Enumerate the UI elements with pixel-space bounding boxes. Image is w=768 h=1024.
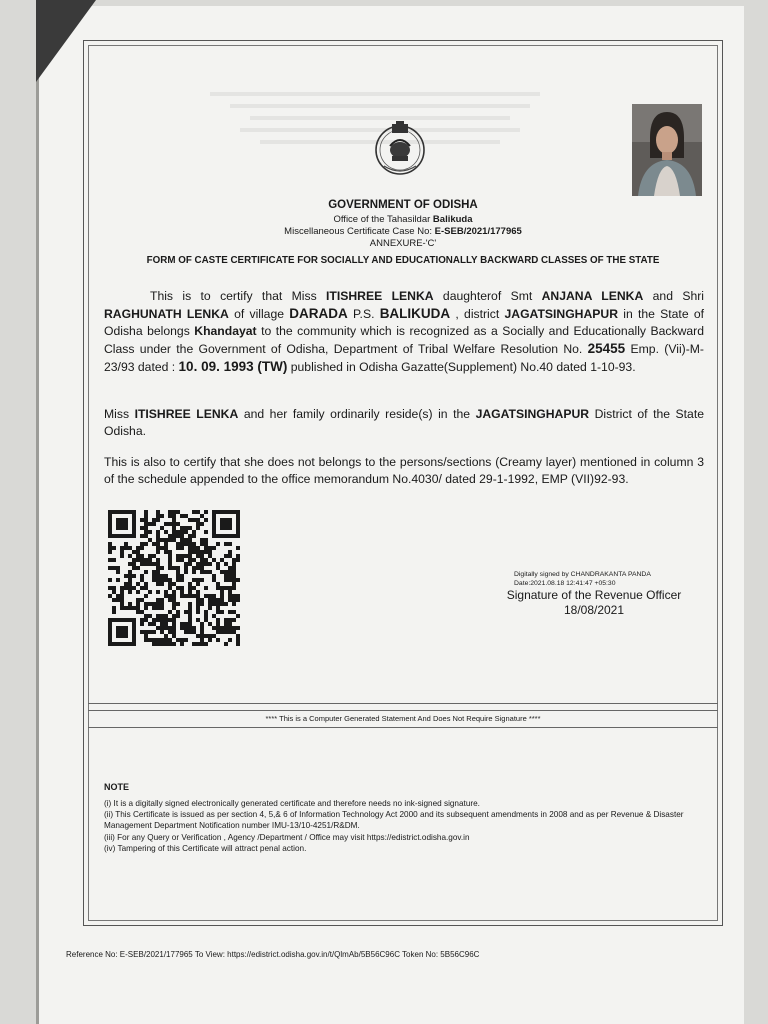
scan-edge	[36, 0, 39, 1024]
digital-signature	[514, 570, 651, 588]
note-list	[104, 798, 714, 854]
mother-name: ANJANA LENKA	[541, 289, 644, 303]
annexure-label: ANNEXURE-'C'	[369, 238, 437, 249]
state-emblem-icon	[370, 120, 430, 178]
certificate-paragraph-1: This is to certify that Miss ITISHREE LENKA daughterof Smt ANJANA LENKA and Shri RAGHUNATH LENKA of village DARADA P.S. BALIKUDA , district JAGATSINGHAPUR in the State of Odisha belongs Khandayat to the community which is recognized as a Socially and Educationally Backward Class under the Government of Odisha, Department of Tribal Welfare Resolution No. 25455 Emp. (Vii)-M-23/93 dated : 10. 09. 1993 (TW) published in Odisha Gazatte(Supplement) No.40 dated 1-10-93.	[104, 289, 705, 374]
note-heading: NOTE	[104, 782, 130, 792]
section-divider	[88, 703, 718, 704]
note-item: (iv) Tampering of this Certificate will attract penal action.	[104, 843, 307, 853]
show-through-line	[210, 92, 540, 96]
resolution-date: 10. 09. 1993 (TW)	[178, 359, 288, 374]
signature-date: 18/08/2021	[563, 603, 625, 617]
village-name: DARADA	[289, 306, 348, 321]
resident-district: JAGATSINGHAPUR	[475, 407, 590, 421]
digital-signature-date: Date:2021.08.18 12:41:47 +05:30	[514, 580, 616, 587]
note-item: (iii) For any Query or Verification , Agency /Department / Office may visit https://edistrict.odisha.gov.in	[104, 832, 470, 842]
father-name: RAGHUNATH LENKA	[104, 307, 229, 321]
office-prefix: Office of the Tahasildar	[333, 214, 433, 225]
certificate-paragraph-3: This is also to certify that she does not belongs to the persons/sections (Creamy layer) mentioned in column 3 of the schedule appended to the office memorandum No.4030/ dated 29-1-1992, EMP (VII)92-93.	[104, 455, 704, 486]
government-heading: GOVERNMENT OF ODISHA	[328, 199, 478, 211]
signature-title: Signature of the Revenue Officer	[506, 588, 682, 602]
form-title: FORM OF CASTE CERTIFICATE FOR SOCIALLY AND EDUCATIONALLY BACKWARD CLASSES OF THE STATE	[146, 255, 660, 266]
office-place: Balikuda	[432, 214, 473, 225]
case-prefix: Miscellaneous Certificate Case No:	[284, 226, 435, 237]
resident-name: ITISHREE LENKA	[134, 407, 239, 421]
show-through-line	[230, 104, 530, 108]
signature-block	[494, 588, 694, 618]
case-line	[88, 226, 718, 237]
digital-signature-signer: Digitally signed by CHANDRAKANTA PANDA	[514, 571, 651, 578]
district-name: JAGATSINGHAPUR	[504, 307, 619, 321]
applicant-photo	[632, 104, 702, 196]
certificate-paragraph-2: Miss ITISHREE LENKA and her family ordinarily reside(s) in the JAGATSINGHAPUR District of the State Odisha.	[104, 407, 704, 438]
reference-line: Reference No: E-SEB/2021/177965 To View: https://edistrict.odisha.gov.in/t/QlmAb/5B56C96C Token No: 5B56C96C	[66, 950, 480, 959]
note-item: (ii) This Certificate is issued as per section 4, 5,& 6 of Information Technology Act 2000 and its subsequent amendments in 2008 and as per Revenue & Disaster Management Department Notification number IMU-13/10-4251/R&DM.	[104, 810, 684, 831]
caste-name: Khandayat	[194, 324, 257, 338]
computer-generated-notice: **** This is a Computer Generated Statement And Does Not Require Signature ****	[88, 710, 718, 728]
applicant-name: ITISHREE LENKA	[326, 289, 434, 303]
qr-code	[108, 510, 240, 646]
resolution-number: 25455	[587, 341, 626, 356]
office-line	[88, 214, 718, 225]
police-station: BALIKUDA	[379, 306, 451, 321]
case-number: E-SEB/2021/177965	[434, 226, 522, 237]
note-item: (i) It is a digitally signed electronically generated certificate and therefore needs no ink-signed signature.	[104, 799, 480, 808]
